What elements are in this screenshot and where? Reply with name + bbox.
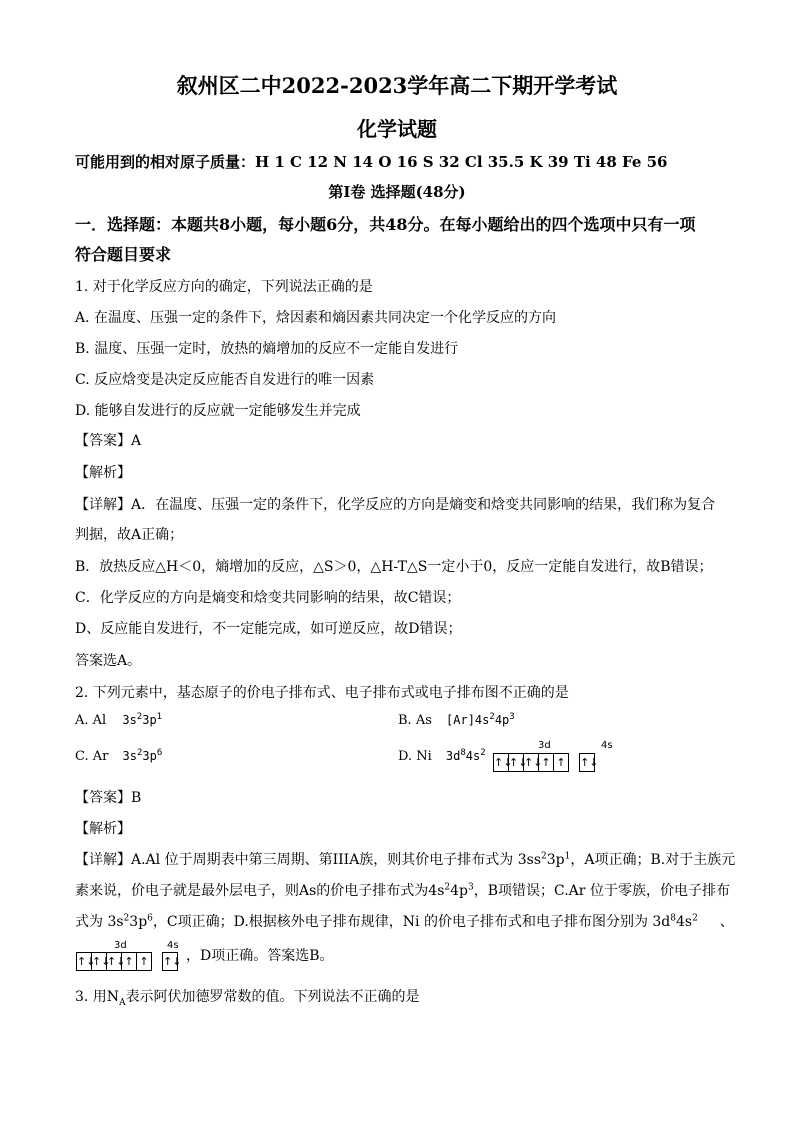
q2-analysis-label: 【解析】 xyxy=(75,821,131,837)
q2-detail-2-text: 素来说，价电子就是最外层电子，则As的价电子排布式为4s xyxy=(75,883,445,899)
q1-detail-6: 答案选A。 xyxy=(75,653,142,669)
orbital-box: ↑ xyxy=(136,952,152,971)
q1-detail-5: D、反应能自发进行，不一定能完成，如可逆反应，故D错误； xyxy=(75,621,462,637)
q2-expl-label-3d: 3d xyxy=(114,940,127,951)
q2-option-a-config: $3s^23p^1$ xyxy=(122,712,163,727)
orbital-box: ↑↓ xyxy=(523,753,539,772)
q2-option-c-config: $3s^23p^6$ xyxy=(122,748,163,763)
q2-detail-1-tail: ，A项正确；B.对于主族元 xyxy=(570,852,736,868)
exam-subtitle: 化学试题 xyxy=(357,117,437,141)
q2-detail-3 xyxy=(75,911,734,931)
q1-analysis-label: 【解析】 xyxy=(75,465,131,481)
q2-option-b xyxy=(398,713,515,728)
orbital-box: ↑↓ xyxy=(106,952,122,971)
q3-stem-sub: A xyxy=(119,997,126,1008)
formula: $^24p^3$ xyxy=(444,882,474,899)
q2-detail-3-mid: ，C项正确；D.根据核外电子排布规律，Ni 的价电子排布式和电子排布图分别为 3d xyxy=(152,914,671,930)
orbital-box: ↑ xyxy=(553,753,569,772)
exam-title: 叙州区二中2022-2023学年高二下期开学考试 xyxy=(176,73,618,98)
q2-option-c xyxy=(75,749,162,764)
q2-d-label-3d: 3d xyxy=(538,740,551,751)
q1-stem: 1. 对于化学反应方向的确定，下列说法正确的是 xyxy=(75,279,373,295)
q2-d-4s-box xyxy=(579,753,599,772)
q3-stem-text: 3. 用N xyxy=(75,989,120,1005)
q2-option-d-label: D. Ni xyxy=(398,749,432,764)
orbital-box: ↑ xyxy=(121,952,137,971)
q2-d-orbital-diagram xyxy=(493,752,599,772)
q1-answer: 【答案】A xyxy=(75,433,142,449)
q1-option-c: C. 反应焓变是决定反应能否自发进行的唯一因素 xyxy=(75,372,375,388)
part-heading-line-1: 一．选择题：本题共8小题，每小题6分，共48分。在每小题给出的四个选项中只有一项 xyxy=(75,215,696,234)
q1-option-b: B. 温度、压强一定时，放热的熵增加的反应不一定能自发进行 xyxy=(75,341,459,357)
section-heading: 第I卷 选择题(48分) xyxy=(328,183,466,201)
q1-detail-2: 判据，故A正确； xyxy=(75,527,184,543)
q1-detail-1: 【详解】A．在温度、压强一定的条件下，化学反应的方向是熵变和焓变共同影响的结果，我们称为复合 xyxy=(75,497,716,513)
q1-option-a: A. 在温度、压强一定的条件下，焓因素和熵因素共同决定一个化学反应的方向 xyxy=(75,310,557,326)
q2-stem: 2. 下列元素中，基态原子的价电子排布式、电子排布式或电子排布图不正确的是 xyxy=(75,685,569,701)
orbital-box: ↑↓ xyxy=(162,952,178,971)
q2-option-b-label: B. As xyxy=(398,713,432,728)
q2-option-c-label: C. Ar xyxy=(75,749,109,764)
q2-answer: 【答案】B xyxy=(75,790,142,806)
atomic-masses: 可能用到的相对原子质量：H 1 C 12 N 14 O 16 S 32 Cl 35.5 K 39 Ti 48 Fe 56 xyxy=(75,153,668,171)
formula: $^23p^6$ xyxy=(123,913,153,930)
q2-detail-2 xyxy=(75,880,730,900)
q2-option-d xyxy=(398,749,486,764)
orbital-box: ↑↓ xyxy=(493,753,509,772)
q2-expl-label-4s: 4s xyxy=(167,940,179,951)
q2-detail-4: ，D项正确。答案选B。 xyxy=(186,948,334,964)
q2-option-d-config: $3d^84s^2$ xyxy=(445,748,486,763)
orbital-box: ↑ xyxy=(538,753,554,772)
orbital-box: ↑↓ xyxy=(508,753,524,772)
q2-expl-4s-box xyxy=(162,952,182,971)
q3-stem xyxy=(75,986,420,1006)
q2-option-b-config: $[Ar]4s^24p^3$ xyxy=(446,712,515,727)
q2-d-3d-boxes xyxy=(493,753,568,772)
q3-stem-tail: 表示阿伏加德罗常数的值。下列说法不正确的是 xyxy=(125,989,420,1005)
formula: $s^23p^1$ xyxy=(533,851,571,868)
orbital-box: ↑↓ xyxy=(579,753,595,772)
formula: $^84s^2$ xyxy=(670,913,698,930)
q2-d-label-4s: 4s xyxy=(601,740,613,751)
q2-detail-3-tail: 、 xyxy=(719,914,734,930)
q2-detail-1 xyxy=(75,849,735,869)
q1-detail-3: B．放热反应△H＜0，熵增加的反应，△S＞0，△H-T△S一定小于0，反应一定能自发进行，故B错误； xyxy=(75,559,713,575)
q2-detail-2-tail: ，B项错误；C.Ar 位于零族，价电子排布 xyxy=(473,883,730,899)
part-heading-line-2: 符合题目要求 xyxy=(75,245,172,264)
q2-detail-3-text: 式为 3s xyxy=(75,914,124,930)
q1-detail-4: C．化学反应的方向是熵变和焓变共同影响的结果，故C错误； xyxy=(75,590,461,606)
q2-option-a xyxy=(75,713,162,728)
q1-option-d: D. 能够自发进行的反应就一定能够发生并完成 xyxy=(75,403,361,419)
q2-detail-1-text: 【详解】A.Al 位于周期表中第三周期、第IIIA族，则其价电子排布式为 3s xyxy=(75,852,534,868)
q2-expl-3d-boxes xyxy=(76,952,151,971)
orbital-box: ↑↓ xyxy=(76,952,92,971)
q2-option-a-label: A. Al xyxy=(75,713,107,728)
orbital-box: ↑↓ xyxy=(91,952,107,971)
q2-expl-orbital-diagram xyxy=(76,951,182,971)
